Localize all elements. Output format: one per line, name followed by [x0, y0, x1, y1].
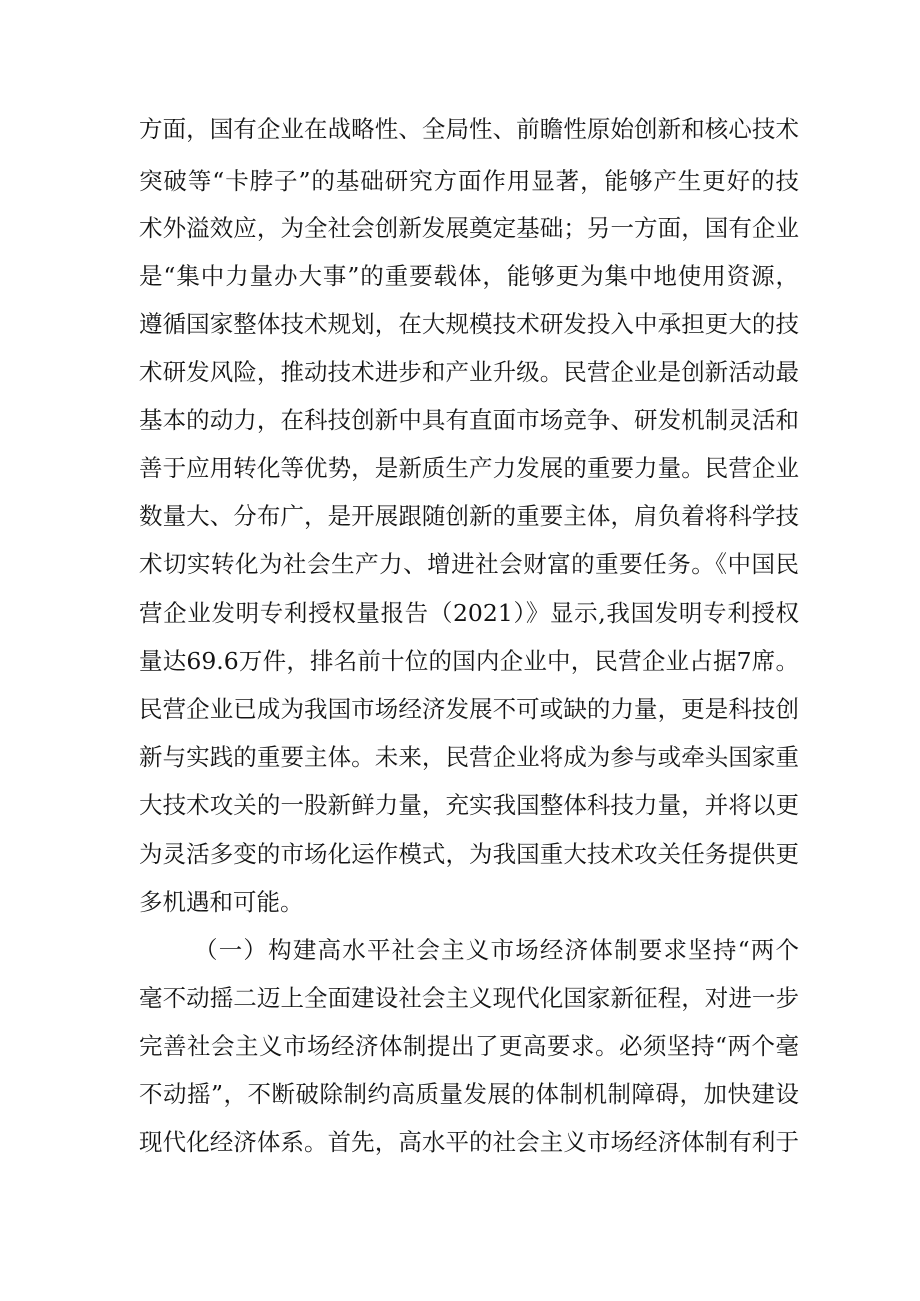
text-line: 善于应用转化等优势，是新质生产力发展的重要力量。民营企业	[139, 454, 799, 482]
text-line: 现代化经济体系。首先，高水平的社会主义市场经济体制有利于	[139, 1128, 799, 1156]
text-line: 方面，国有企业在战略性、全局性、前瞻性原始创新和核心技术	[139, 115, 799, 143]
text-line: 大技术攻关的一股新鲜力量，充实我国整体科技力量，并将以更	[139, 791, 799, 819]
text-line: 为灵活多变的市场化运作模式，为我国重大技术攻关任务提供更	[139, 840, 799, 868]
text-line: 术研发风险，推动技术进步和产业升级。民营企业是创新活动最	[139, 358, 799, 386]
text-line: 多机遇和可能。	[139, 888, 304, 916]
text-line: 民营企业已成为我国市场经济发展不可或缺的力量，更是科技创	[139, 695, 799, 723]
text-line: 基本的动力，在科技创新中具有直面市场竞争、研发机制灵活和	[139, 406, 799, 434]
text-line: 完善社会主义市场经济体制提出了更高要求。必须坚持“两个毫	[139, 1032, 799, 1060]
text-line: 是“集中力量办大事”的重要载体，能够更为集中地使用资源，	[139, 262, 799, 290]
text-line: 量达69.6万件，排名前十位的国内企业中，民营企业占据7席。	[139, 647, 799, 675]
text-line: 术外溢效应，为全社会创新发展奠定基础；另一方面，国有企业	[139, 214, 799, 242]
text-line: 数量大、分布广，是开展跟随创新的重要主体，肩负着将科学技	[139, 502, 799, 530]
text-line: 遵循国家整体技术规划，在大规模技术研发投入中承担更大的技	[139, 310, 799, 338]
text-line: （一）构建高水平社会主义市场经济体制要求坚持“两个	[194, 936, 799, 964]
text-line: 营企业发明专利授权量报告（2021）》显示,我国发明专利授权	[139, 599, 799, 627]
text-line: 新与实践的重要主体。未来，民营企业将成为参与或牵头国家重	[139, 743, 799, 771]
text-line: 毫不动摇二迈上全面建设社会主义现代化国家新征程，对进一步	[139, 984, 799, 1012]
text-line: 突破等“卡脖子”的基础研究方面作用显著，能够产生更好的技	[139, 167, 799, 195]
text-line: 不动摇”，不断破除制约高质量发展的体制机制障碍，加快建设	[139, 1080, 799, 1108]
text-line: 术切实转化为社会生产力、增进社会财富的重要任务。《中国民	[139, 550, 799, 578]
